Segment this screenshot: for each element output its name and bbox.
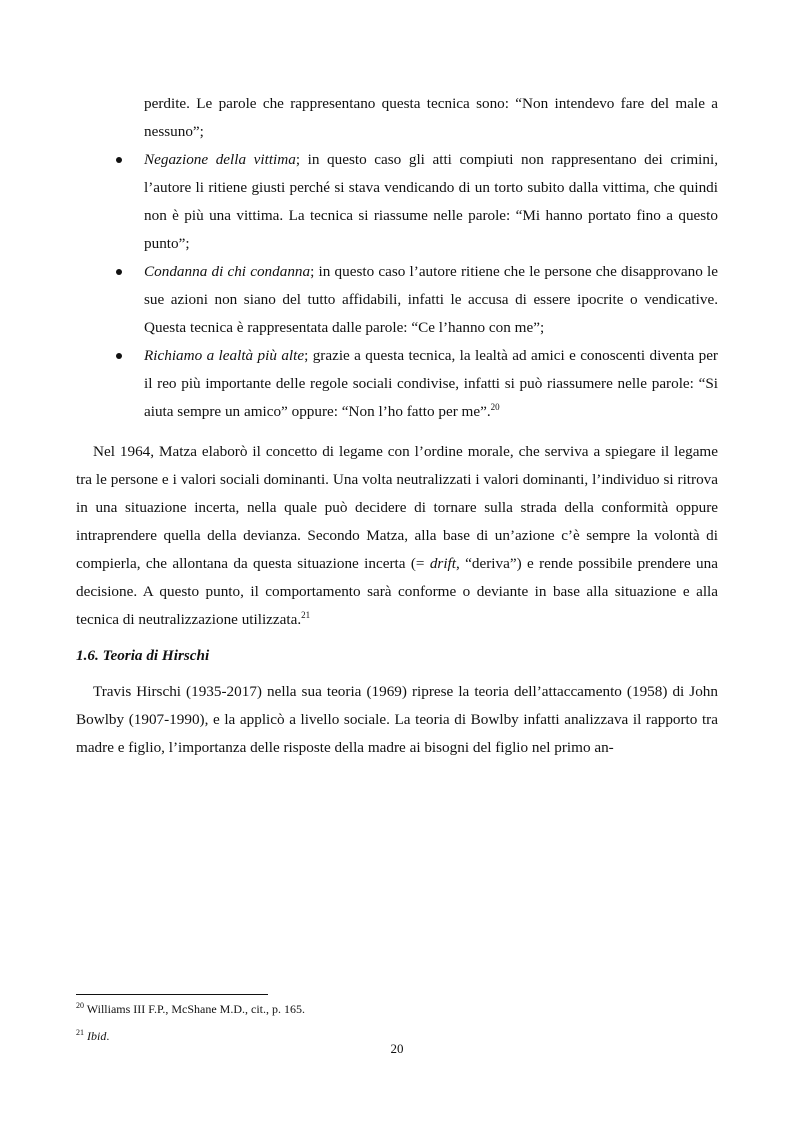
bullet-term: Negazione della vittima — [144, 151, 296, 168]
bullet-text: ; in questo caso gli atti compiuti non rappresentano dei crimini, l’autore li ritiene giusti perché si stava vendicando di un torto subito dalla vittima, che quindi non è più una vittima. La tecnica si riassume nelle parole: “Mi hanno portato fino a questo punto”; — [144, 151, 718, 252]
footnote-20 — [76, 1001, 305, 1017]
bullet-dot-icon — [116, 353, 122, 359]
paragraph-hirschi: Travis Hirschi (1935-2017) nella sua teoria (1969) riprese la teoria dell’attaccamento (1958) di John Bowlby (1907-1990), e la applicò a livello sociale. La teoria di Bowlby infatti analizzava il rapporto tra madre e figlio, l’importanza delle risposte della madre ai bisogni del figlio nel primo an- — [76, 683, 718, 756]
paragraph-text: , “deriva”) e rende possibile prendere una decisione. A questo punto, il comportamento sarà conforme o deviante in base alla situazione e alla tecnica di neutralizzazione utilizzata. — [76, 555, 718, 628]
bullet-continuation — [144, 90, 718, 146]
footnote-number: 20 — [76, 1001, 84, 1010]
paragraph-term: drift — [429, 555, 456, 572]
bullet-item-richiamo — [144, 342, 718, 426]
bullet-list — [144, 146, 718, 426]
bullet-item-condanna — [144, 258, 718, 342]
bullet-text: ; grazie a questa tecnica, la lealtà ad amici e conoscenti diventa per il reo più importante delle regole sociali condivise, infatti si può riassumere nelle parole: “Si aiuta sempre un amico” oppure: “Non l’ho fatto per me”. — [144, 347, 718, 420]
footnote-tail: . — [106, 1029, 110, 1043]
bullet-dot-icon — [116, 269, 122, 275]
bullet-term: Richiamo a lealtà più alte — [144, 347, 305, 364]
section-heading: 1.6. Teoria di Hirschi — [76, 647, 210, 664]
bullet-continuation-text: perdite. Le parole che rappresentano questa tecnica sono: “Non intendevo fare del male a nessuno”; — [144, 95, 718, 140]
bullet-text: ; in questo caso l’autore ritiene che le persone che disapprovano le sue azioni non siano del tutto affidabili, infatti le accusa di essere ipocrite o vendicative. Questa tecnica è rappresentata dalle parole: “Ce l’hanno con me”; — [144, 263, 718, 336]
footnote-text: Ibid — [87, 1029, 107, 1043]
footnote-text: Williams III F.P., McShane M.D., cit., p. 165. — [86, 1002, 306, 1016]
footnote-number: 21 — [76, 1028, 84, 1037]
paragraph-matza — [76, 438, 718, 634]
bullet-dot-icon — [116, 157, 122, 163]
footnote-divider — [76, 994, 268, 995]
bullet-term: Condanna di chi condanna — [144, 263, 311, 280]
paragraph-text: Nel 1964, Matza elaborò il concetto di legame con l’ordine morale, che serviva a spiegare il legame tra le persone e i valori sociali dominanti. Una volta neutralizzati i valori dominanti, l’individuo si ritrova in una situazione incerta, nella quale può decidere di tornare sulla strada della conformità oppure intraprendere quella della devianza. Secondo Matza, alla base di un’azione c’è sempre la volontà di compierla, che allontana da questa situazione incerta (= — [76, 443, 718, 572]
footnote-ref[interactable]: 21 — [301, 609, 311, 620]
footnote-ref[interactable]: 20 — [490, 401, 500, 412]
bullet-item-negazione — [144, 146, 718, 258]
page-number: 20 — [390, 1041, 404, 1056]
